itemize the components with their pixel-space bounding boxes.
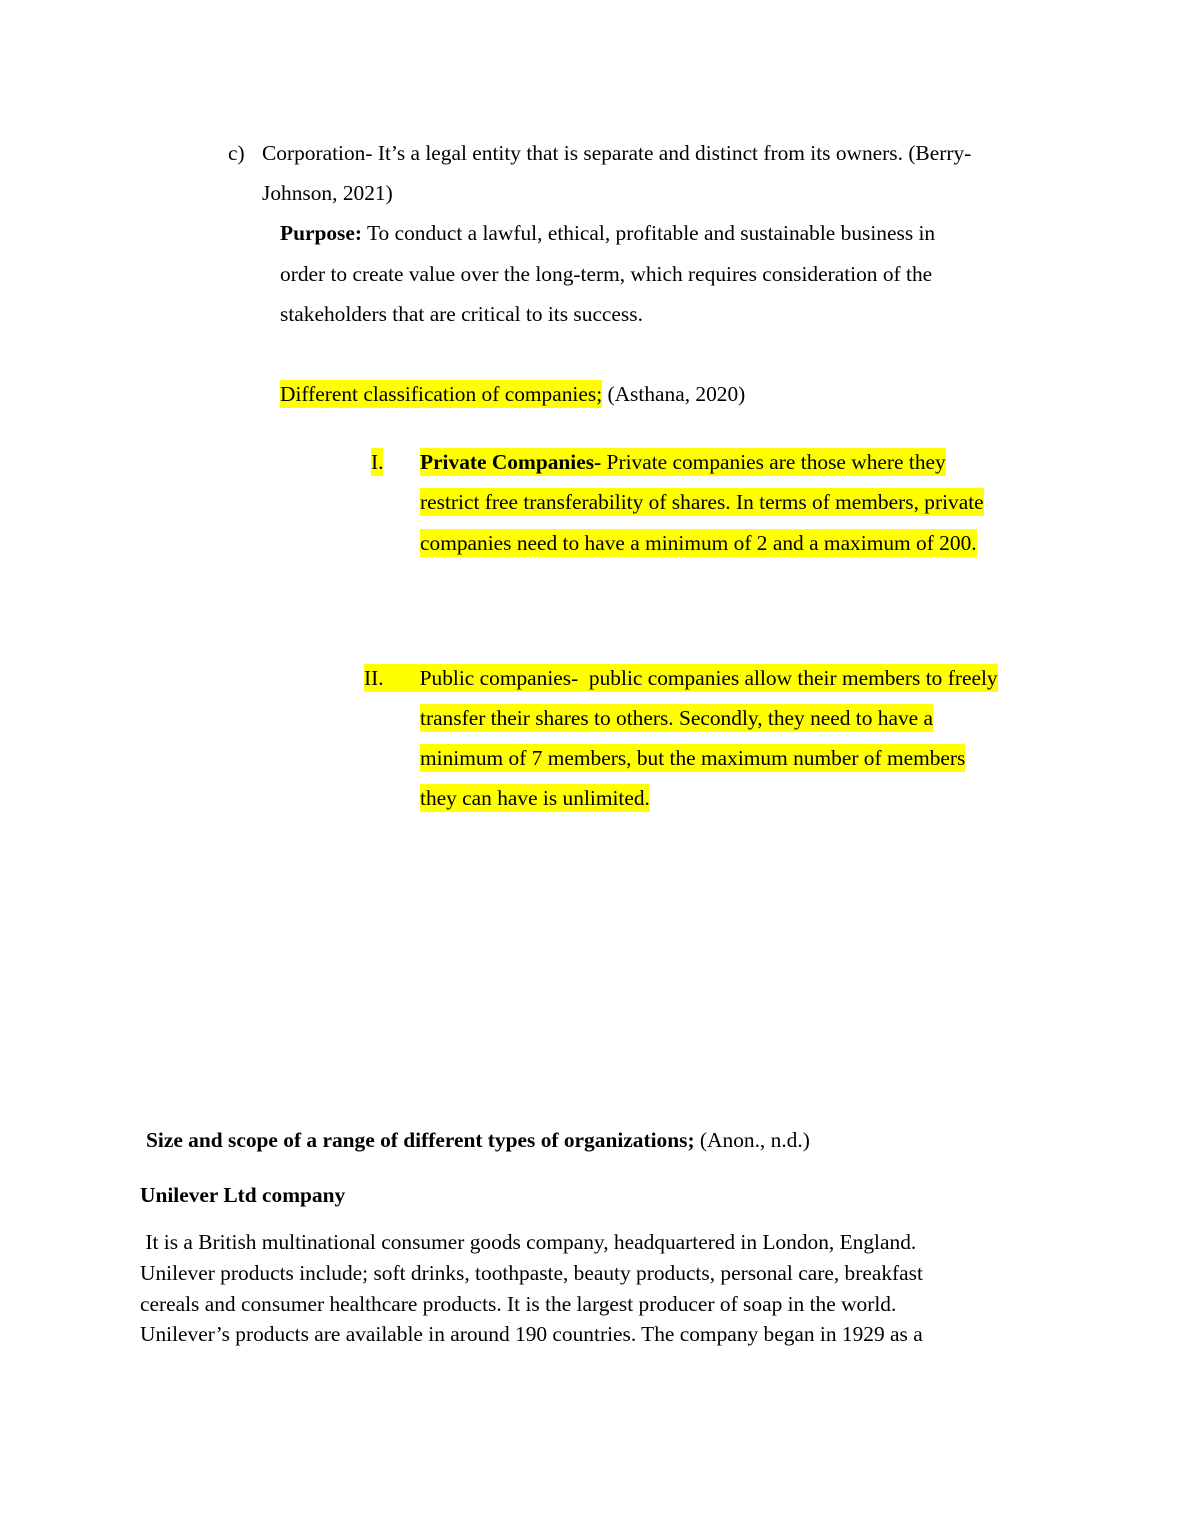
- unilever-paragraph-line: Unilever’s products are available in around 190 countries. The company began in 1929 as a: [140, 1322, 923, 1346]
- private-companies-line: [420, 530, 977, 556]
- public-companies-text: they can have is unlimited.: [420, 786, 650, 810]
- list-marker-i: [371, 449, 383, 475]
- private-companies-text: Private companies are those where they: [601, 450, 946, 474]
- unilever-paragraph-line: It is a British multinational consumer goods company, headquartered in London, England.: [140, 1230, 917, 1254]
- public-companies-line: [364, 665, 998, 691]
- corporation-definition-line: Corporation- It’s a legal entity that is separate and distinct from its owners. (Berry-: [262, 141, 972, 165]
- size-scope-heading-text: Size and scope of a range of different types of organizations;: [146, 1128, 695, 1152]
- corporation-definition-line: Johnson, 2021): [262, 181, 393, 205]
- purpose-label: Purpose:: [280, 221, 362, 245]
- purpose-line: [280, 220, 935, 246]
- classification-citation: (Asthana, 2020): [602, 382, 746, 406]
- public-companies-text: minimum of 7 members, but the maximum number of members: [420, 746, 966, 770]
- purpose-text: To conduct a lawful, ethical, profitable and sustainable business in: [362, 221, 936, 245]
- list-marker-c: c): [228, 141, 245, 165]
- private-companies-line: [420, 489, 984, 515]
- public-companies-text: Public companies- public companies allow their members to freely: [419, 666, 998, 690]
- size-scope-heading: [146, 1127, 810, 1153]
- purpose-line: order to create value over the long-term, which requires consideration of the: [280, 262, 933, 286]
- unilever-paragraph-line: Unilever products include; soft drinks, toothpaste, beauty products, personal care, breakfast: [140, 1261, 923, 1285]
- public-companies-line: [420, 705, 933, 731]
- unilever-heading: Unilever Ltd company: [140, 1183, 346, 1207]
- size-scope-citation: (Anon., n.d.): [694, 1128, 810, 1152]
- classification-heading-text: Different classification of companies;: [280, 382, 603, 406]
- public-companies-line: [420, 785, 650, 811]
- private-companies-title: Private Companies-: [420, 450, 602, 474]
- public-companies-line: [420, 745, 965, 771]
- classification-heading: [280, 381, 745, 407]
- purpose-line: stakeholders that are critical to its success.: [280, 302, 643, 326]
- private-companies-line: [420, 449, 946, 475]
- unilever-paragraph-line: cereals and consumer healthcare products. It is the largest producer of soap in the world.: [140, 1292, 897, 1316]
- list-marker-ii: II.: [364, 664, 420, 692]
- public-companies-text: transfer their shares to others. Secondly, they need to have a: [420, 706, 933, 730]
- private-companies-text: restrict free transferability of shares. In terms of members, private: [420, 490, 984, 514]
- marker-text: I.: [371, 450, 384, 474]
- private-companies-text: companies need to have a minimum of 2 and a maximum of 200.: [420, 531, 977, 555]
